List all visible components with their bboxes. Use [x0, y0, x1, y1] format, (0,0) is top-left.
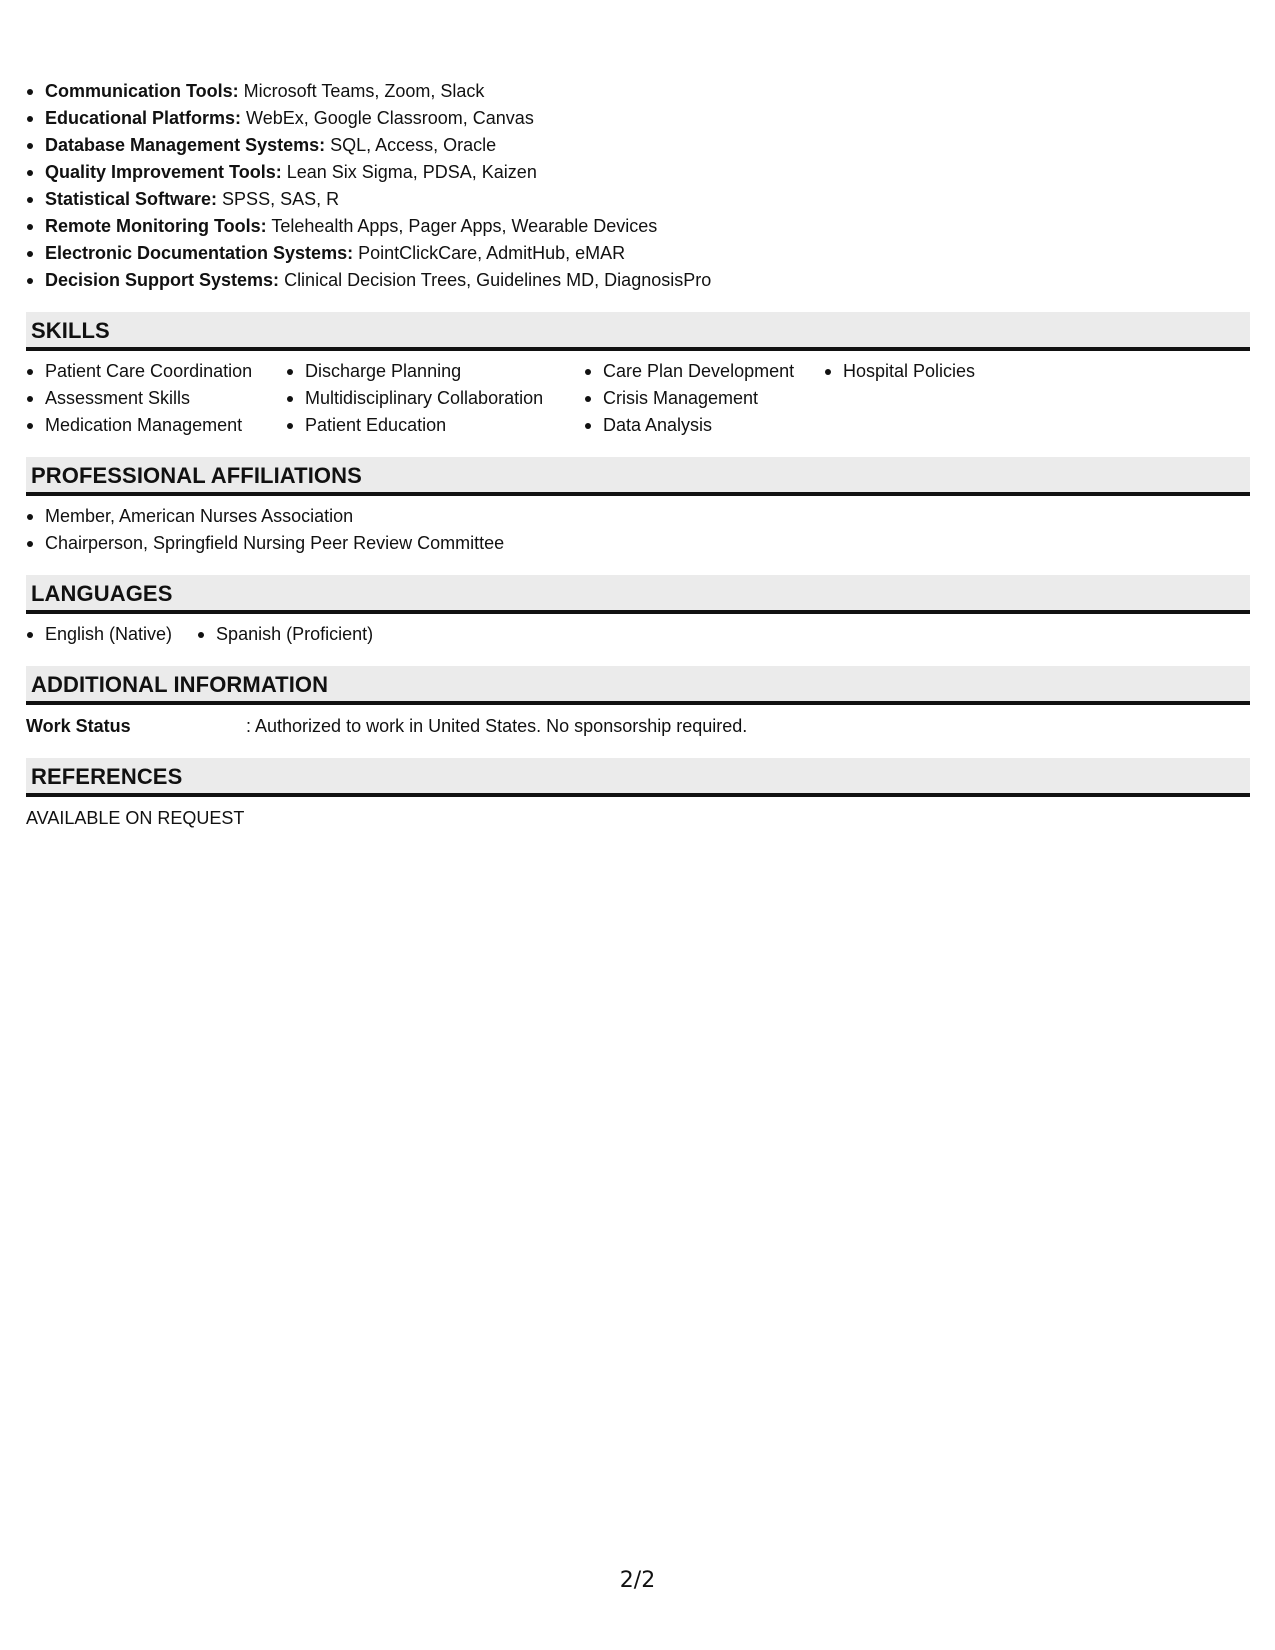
work-status-value: : Authorized to work in United States. No sponsorship required. — [246, 716, 748, 736]
additional-info-heading: ADDITIONAL INFORMATION — [26, 666, 1250, 705]
tool-values: SQL, Access, Oracle — [325, 135, 497, 155]
technical-tools-list — [26, 78, 1250, 294]
tool-category: Electronic Documentation Systems: — [45, 243, 354, 263]
tool-values: SPSS, SAS, R — [217, 189, 340, 209]
list-item — [26, 213, 1250, 240]
tool-values: PointClickCare, AdmitHub, eMAR — [353, 243, 626, 263]
page-number: 2/2 — [619, 1568, 656, 1593]
skill-item: Patient Care Coordination — [26, 358, 262, 385]
skill-item: Multidisciplinary Collaboration — [286, 385, 560, 412]
tool-values: Telehealth Apps, Pager Apps, Wearable Devices — [266, 216, 658, 236]
languages-heading: LANGUAGES — [26, 575, 1250, 614]
affiliations-heading: PROFESSIONAL AFFILIATIONS — [26, 457, 1250, 496]
tool-category: Database Management Systems: — [45, 135, 326, 155]
skill-item: Patient Education — [286, 412, 560, 439]
references-heading: REFERENCES — [26, 758, 1250, 797]
skills-section — [26, 351, 1250, 457]
skills-column — [824, 358, 1024, 439]
skill-item: Medication Management — [26, 412, 262, 439]
tool-category: Quality Improvement Tools: — [45, 162, 282, 182]
affiliation-item: Chairperson, Springfield Nursing Peer Review Committee — [26, 530, 1250, 557]
list-item — [26, 186, 1250, 213]
languages-list — [26, 621, 1250, 648]
list-item — [26, 159, 1250, 186]
skills-column — [584, 358, 800, 439]
tool-values: Microsoft Teams, Zoom, Slack — [238, 81, 485, 101]
resume-page — [26, 78, 1250, 850]
list-item — [26, 105, 1250, 132]
affiliations-section — [26, 496, 1250, 575]
list-item — [26, 78, 1250, 105]
tool-values: Clinical Decision Trees, Guidelines MD, DiagnosisPro — [279, 270, 712, 290]
list-item — [26, 267, 1250, 294]
tool-values: Lean Six Sigma, PDSA, Kaizen — [281, 162, 537, 182]
additional-info-section — [26, 705, 1250, 758]
skills-column — [26, 358, 262, 439]
tool-values: WebEx, Google Classroom, Canvas — [241, 108, 534, 128]
skills-heading: SKILLS — [26, 312, 1250, 351]
language-item: Spanish (Proficient) — [197, 621, 373, 648]
tool-category: Statistical Software: — [45, 189, 218, 209]
skills-column — [286, 358, 560, 439]
skill-item: Data Analysis — [584, 412, 800, 439]
tool-category: Educational Platforms: — [45, 108, 242, 128]
list-item — [26, 132, 1250, 159]
skill-item: Assessment Skills — [26, 385, 262, 412]
language-item: English (Native) — [26, 621, 172, 648]
skill-item: Hospital Policies — [824, 358, 1024, 385]
languages-section — [26, 614, 1250, 666]
affiliation-item: Member, American Nurses Association — [26, 503, 1250, 530]
references-text: AVAILABLE ON REQUEST — [26, 808, 245, 828]
tool-category: Remote Monitoring Tools: — [45, 216, 267, 236]
tool-category: Communication Tools: — [45, 81, 239, 101]
work-status-row — [26, 712, 1250, 740]
skill-item: Care Plan Development — [584, 358, 800, 385]
skill-item: Crisis Management — [584, 385, 800, 412]
list-item — [26, 240, 1250, 267]
skill-item: Discharge Planning — [286, 358, 560, 385]
tool-category: Decision Support Systems: — [45, 270, 280, 290]
work-status-label: Work Status — [26, 716, 131, 736]
affiliations-list — [26, 503, 1250, 557]
references-section — [26, 797, 1250, 850]
